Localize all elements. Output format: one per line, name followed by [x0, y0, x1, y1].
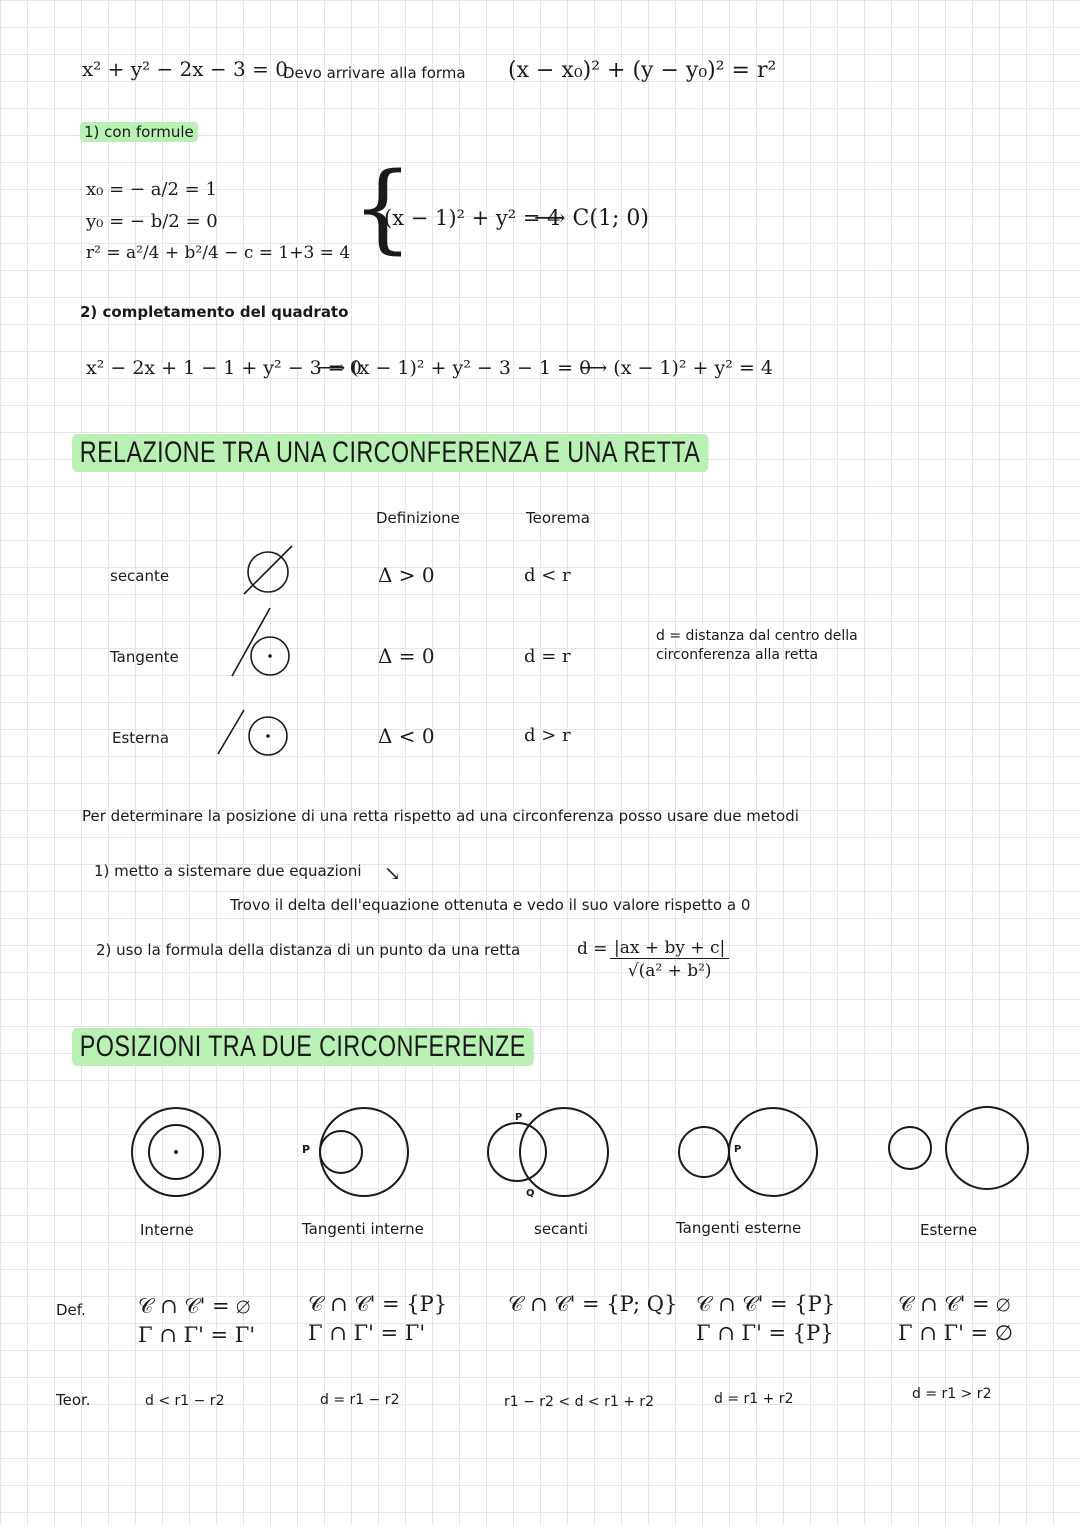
col-header-teorema: Teorema — [526, 509, 590, 527]
def-row-label: Def. — [56, 1301, 86, 1319]
internally-tangent-circles-illustration — [296, 1104, 416, 1200]
secant-circles-illustration — [484, 1106, 614, 1202]
tangenti-esterne-teor: d = r1 + r2 — [714, 1391, 794, 1407]
goal-text: Devo arrivare alla forma — [283, 64, 466, 82]
interne-def: 𝒞 ∩ 𝒞' = ∅ Γ ∩ Γ' = Γ' — [138, 1294, 256, 1348]
method-distance: 2) uso la formula della distanza di un punto da una retta — [96, 941, 521, 959]
method2-heading: 2) completamento del quadrato — [80, 303, 349, 321]
section-title-circle-line: RELAZIONE TRA UNA CIRCONFERENZA E UNA RETTA — [72, 434, 708, 472]
row-tangente-label: Tangente — [110, 648, 179, 666]
methods-intro: Per determinare la posizione di una retta rispetto ad una circonferenza posso usare due metodi — [82, 807, 799, 825]
tangent-point-label: P — [302, 1143, 311, 1156]
x0-formula: x₀ = − a/2 = 1 — [86, 179, 217, 200]
case-esterne-label: Esterne — [920, 1221, 978, 1239]
external-circles-illustration — [884, 1104, 1032, 1200]
case-interne-label: Interne — [140, 1221, 194, 1239]
tangent-point-external-label: P — [734, 1144, 742, 1155]
section-title-two-circles: POSIZIONI TRA DUE CIRCONFERENZE — [72, 1028, 534, 1066]
secanti-teor: r1 − r2 < d < r1 + r2 — [504, 1394, 655, 1410]
case-tangenti-esterne-label: Tangenti esterne — [676, 1219, 802, 1237]
esterne-def: 𝒞 ∩ 𝒞' = ∅ Γ ∩ Γ' = ∅ — [898, 1292, 1014, 1346]
esterne-teor: d = r1 > r2 — [912, 1386, 992, 1402]
distance-lhs: d = — [577, 939, 608, 959]
y0-formula: y₀ = − b/2 = 0 — [86, 211, 218, 232]
secant-line-illustration — [238, 544, 298, 596]
goal-formula: (x − x₀)² + (y − y₀)² = r² — [508, 58, 777, 83]
interne-teor: d < r1 − r2 — [145, 1393, 225, 1409]
distance-numerator: |ax + by + c| — [610, 938, 729, 959]
col-header-definizione: Definizione — [376, 509, 460, 527]
externally-tangent-circles-illustration — [674, 1104, 816, 1200]
method2-step1: x² − 2x + 1 − 1 + y² − 3 = 0 — [86, 357, 362, 379]
method-system: 1) metto a sistemare due equazioni — [94, 862, 362, 880]
method1-heading: 1) con formule — [80, 124, 198, 141]
row-tangente-def: Δ = 0 — [378, 644, 435, 668]
d-note-line1: d = distanza dal centro della — [656, 628, 858, 644]
intersection-point-q: Q — [526, 1188, 535, 1199]
system-equation: (x − 1)² + y² = 4 — [384, 206, 561, 230]
row-esterna-label: Esterna — [112, 729, 170, 747]
teor-row-label: Teor. — [56, 1391, 91, 1409]
method2-step2: ⟶ (x − 1)² + y² − 3 − 1 = 0 — [318, 357, 592, 379]
method-system-arrow: ↘ — [384, 861, 401, 885]
row-secante-label: secante — [110, 567, 170, 585]
row-tangente-teor: d = r — [524, 646, 571, 667]
method2-step3: ⟶ (x − 1)² + y² = 4 — [580, 357, 773, 379]
circle-equation: x² + y² − 2x − 3 = 0 — [82, 57, 288, 81]
r2-formula: r² = a²/4 + b²/4 − c = 1+3 = 4 — [86, 243, 351, 263]
internal-circles-illustration — [126, 1104, 226, 1200]
tangenti-interne-def: 𝒞 ∩ 𝒞' = {P} Γ ∩ Γ' = Γ' — [308, 1292, 448, 1346]
center-result: ⟶ C(1; 0) — [534, 206, 649, 231]
distance-denominator: √(a² + b²) — [627, 961, 712, 981]
tangenti-esterne-def: 𝒞 ∩ 𝒞' = {P} Γ ∩ Γ' = {P} — [696, 1292, 836, 1346]
case-secanti-label: secanti — [534, 1220, 589, 1238]
case-tangenti-interne-label: Tangenti interne — [302, 1220, 424, 1238]
intersection-point-p: P — [515, 1112, 523, 1123]
tangenti-interne-teor: d = r1 − r2 — [320, 1392, 400, 1408]
row-esterna-teor: d > r — [524, 725, 571, 746]
system-brace: { — [352, 152, 414, 264]
external-line-illustration — [214, 706, 294, 758]
row-secante-teor: d < r — [524, 565, 571, 586]
d-note-line2: circonferenza alla retta — [656, 647, 819, 663]
distance-formula — [610, 938, 729, 981]
row-esterna-def: Δ < 0 — [378, 724, 435, 748]
secanti-def: 𝒞 ∩ 𝒞' = {P; Q} — [508, 1292, 678, 1316]
method-system-detail: Trovo il delta dell'equazione ottenuta e vedo il suo valore rispetto a 0 — [230, 896, 751, 914]
tangent-line-illustration — [228, 604, 298, 680]
row-secante-def: Δ > 0 — [378, 563, 435, 587]
